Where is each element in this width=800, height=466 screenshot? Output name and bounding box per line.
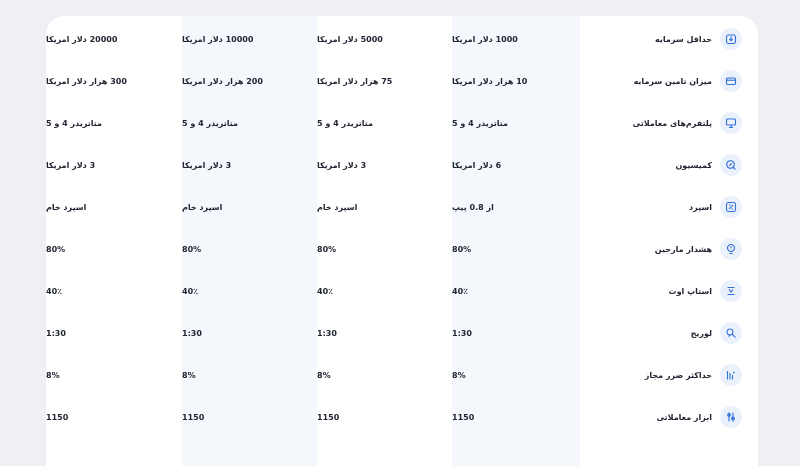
margin-alert-icon: [720, 238, 742, 260]
table-cell: 8%: [317, 370, 331, 380]
table-cell: 40٪: [182, 286, 199, 296]
table-cell: 80%: [317, 244, 337, 254]
table-cell: 10000 دلار امریکا: [182, 34, 254, 44]
row-label-text: لوریج: [690, 328, 712, 338]
table-cell: 1:30: [317, 328, 337, 338]
table-cell: متاتریدر 4 و 5: [46, 118, 102, 128]
row-label-text: اسپرد: [689, 202, 712, 212]
table-row-margin-call: [46, 228, 758, 270]
row-label: [580, 102, 742, 144]
table-cell: 80%: [182, 244, 202, 254]
drawdown-icon: [720, 364, 742, 386]
row-label-text: هشدار مارجین: [654, 244, 712, 254]
table-row-trading-tools: [46, 396, 758, 438]
table-row-platforms: [46, 102, 758, 144]
stop-out-icon: [720, 280, 742, 302]
table-row-leverage: [46, 312, 758, 354]
table-cell: 40٪: [452, 286, 469, 296]
table-cell: 10 هزار دلار امریکا: [452, 76, 528, 86]
row-label-text: حداقل سرمایه: [655, 34, 712, 44]
monitor-icon: [720, 112, 742, 134]
tools-icon: [720, 406, 742, 428]
table-cell: متاتریدر 4 و 5: [452, 118, 508, 128]
row-label-text: استاپ اوت: [668, 286, 712, 296]
deposit-icon: [720, 28, 742, 50]
row-label-text: ابزار معاملاتی: [656, 412, 712, 422]
table-cell: 1150: [46, 412, 69, 422]
row-label: [580, 186, 742, 228]
table-cell: 1150: [317, 412, 340, 422]
table-cell: 20000 دلار امریکا: [46, 34, 118, 44]
row-label-text: پلتفرم‌های معاملاتی: [632, 118, 712, 128]
table-cell: 3 دلار امریکا: [317, 160, 367, 170]
table-row-commission: [46, 144, 758, 186]
table-cell: 3 دلار امریکا: [182, 160, 232, 170]
table-cell: 3 دلار امریکا: [46, 160, 96, 170]
table-cell: متاتریدر 4 و 5: [317, 118, 373, 128]
row-label: [580, 396, 742, 438]
table-cell: 75 هزار دلار امریکا: [317, 76, 393, 86]
table-cell: 40٪: [46, 286, 63, 296]
leverage-icon: [720, 322, 742, 344]
table-cell: 1:30: [46, 328, 66, 338]
table-row-stop-out: [46, 270, 758, 312]
spread-icon: [720, 196, 742, 218]
row-label: [580, 228, 742, 270]
wallet-icon: [720, 70, 742, 92]
row-label-text: کمیسیون: [675, 160, 712, 170]
table-cell: 40٪: [317, 286, 334, 296]
table-row-funding: [46, 60, 758, 102]
table-cell: 80%: [452, 244, 472, 254]
table-cell: 1000 دلار امریکا: [452, 34, 518, 44]
table-cell: 1150: [452, 412, 475, 422]
table-cell: 8%: [452, 370, 466, 380]
table-cell: اسپرد خام: [182, 202, 223, 212]
table-cell: 80%: [46, 244, 66, 254]
table-cell: 5000 دلار امریکا: [317, 34, 383, 44]
table-row-max-drawdown: [46, 354, 758, 396]
table-cell: 1:30: [452, 328, 472, 338]
table-cell: از 0.8 پیپ: [452, 202, 494, 212]
commission-icon: [720, 154, 742, 176]
row-label: [580, 354, 742, 396]
table-cell: 1150: [182, 412, 205, 422]
row-label: [580, 144, 742, 186]
row-label: [580, 312, 742, 354]
row-label: [580, 60, 742, 102]
row-label: [580, 270, 742, 312]
account-comparison-table: [46, 16, 758, 466]
table-row-min-deposit: [46, 18, 758, 60]
table-cell: 8%: [46, 370, 60, 380]
table-row-spread: [46, 186, 758, 228]
table-cell: 200 هزار دلار امریکا: [182, 76, 263, 86]
row-label: [580, 18, 742, 60]
table-cell: اسپرد خام: [46, 202, 87, 212]
row-label-text: میزان تامین سرمایه: [633, 76, 712, 86]
table-cell: 6 دلار امریکا: [452, 160, 502, 170]
table-cell: 300 هزار دلار امریکا: [46, 76, 127, 86]
row-label-text: حداکثر ضرر مجاز: [644, 370, 712, 380]
table-cell: 8%: [182, 370, 196, 380]
table-cell: اسپرد خام: [317, 202, 358, 212]
table-cell: 1:30: [182, 328, 202, 338]
table-cell: متاتریدر 4 و 5: [182, 118, 238, 128]
